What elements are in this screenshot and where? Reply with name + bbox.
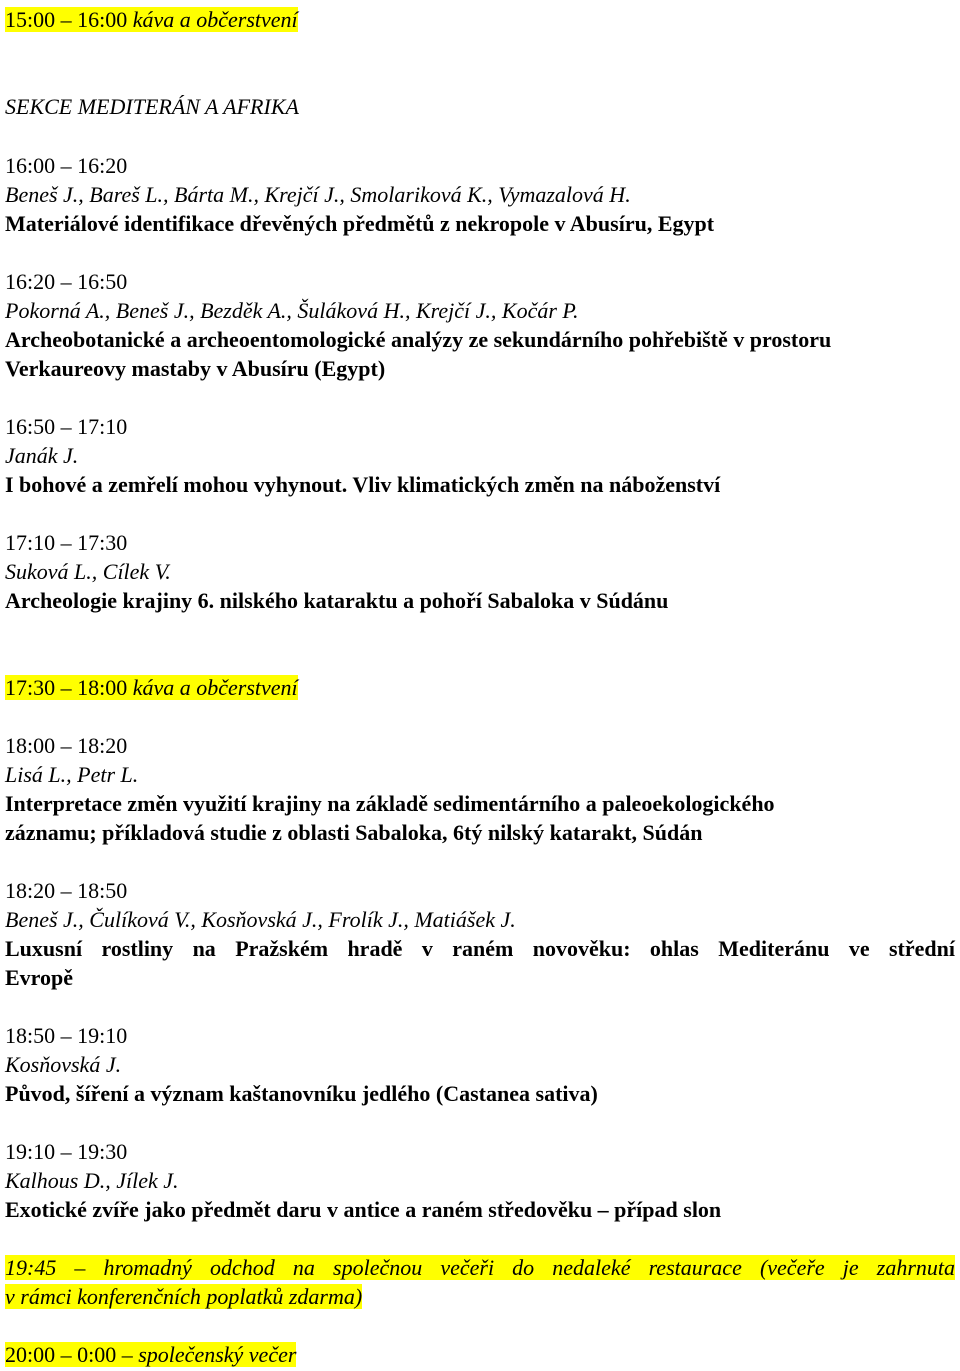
talk-4-title: Archeologie krajiny 6. nilského kataraktu a pohoří Sabaloka v Súdánu xyxy=(5,588,669,613)
talk-8-time: 19:10 – 19:30 xyxy=(5,1139,128,1164)
social-evening-label: společenský večer xyxy=(138,1342,297,1367)
break-coffee-2-label: káva a občerstvení xyxy=(132,675,298,700)
break-coffee-2 xyxy=(5,673,955,702)
social-evening xyxy=(5,1340,955,1369)
talk-8-authors: Kalhous D., Jílek J. xyxy=(5,1168,179,1193)
break-coffee-1 xyxy=(5,5,955,34)
break-coffee-1-highlight xyxy=(5,7,298,32)
dinner-line-2 xyxy=(5,1282,955,1311)
section-title: SEKCE MEDITERÁN A AFRIKA xyxy=(5,94,299,119)
talk-6-time: 18:20 – 18:50 xyxy=(5,878,128,903)
talk-6-title-line-1: Luxusní rostliny na Pražském hradě v raném novověku: ohlas Mediteránu ve střední xyxy=(5,936,955,961)
talk-2-time: 16:20 – 16:50 xyxy=(5,269,128,294)
talk-4-time: 17:10 – 17:30 xyxy=(5,530,128,555)
break-coffee-1-time: 15:00 – 16:00 xyxy=(5,7,128,32)
talk-3-authors: Janák J. xyxy=(5,443,79,468)
talk-3-time: 16:50 – 17:10 xyxy=(5,414,128,439)
social-evening-time: 20:00 – 0:00 – xyxy=(5,1342,139,1367)
dinner-line-1 xyxy=(5,1253,955,1282)
talk-1-authors: Beneš J., Bareš L., Bárta M., Krejčí J., Smolariková K., Vymazalová H. xyxy=(5,182,631,207)
dinner-line-2-text: v rámci konferenčních poplatků zdarma) xyxy=(5,1284,363,1309)
break-coffee-2-time: 17:30 – 18:00 xyxy=(5,675,128,700)
talk-4-authors: Suková L., Cílek V. xyxy=(5,559,171,584)
talk-5-time: 18:00 – 18:20 xyxy=(5,733,128,758)
break-coffee-2-highlight xyxy=(5,675,298,700)
break-coffee-1-label: káva a občerstvení xyxy=(132,7,298,32)
talk-1-time: 16:00 – 16:20 xyxy=(5,153,128,178)
talk-5-title-line-2: záznamu; příkladová studie z oblasti Sabaloka, 6tý nilský katarakt, Súdán xyxy=(5,820,703,845)
talk-7-authors: Kosňovská J. xyxy=(5,1052,122,1077)
social-evening-highlight xyxy=(5,1342,296,1367)
talk-6-authors: Beneš J., Čulíková V., Kosňovská J., Frolík J., Matiášek J. xyxy=(5,907,516,932)
talk-5-title-line-1: Interpretace změn využití krajiny na základě sedimentárního a paleoekologického xyxy=(5,791,775,816)
talk-7-title: Původ, šíření a význam kaštanovníku jedlého (Castanea sativa) xyxy=(5,1081,598,1106)
talk-8-title: Exotické zvíře jako předmět daru v antice a raném středověku – případ slon xyxy=(5,1197,722,1222)
talk-2-title-line-2: Verkaureovy mastaby v Abusíru (Egypt) xyxy=(5,356,386,381)
talk-6-title-line-2: Evropě xyxy=(5,965,74,990)
talk-3-title: I bohové a zemřelí mohou vyhynout. Vliv klimatických změn na náboženství xyxy=(5,472,721,497)
talk-5-authors: Lisá L., Petr L. xyxy=(5,762,139,787)
talk-2-title-line-1: Archeobotanické a archeoentomologické analýzy ze sekundárního pohřebiště v prostoru xyxy=(5,327,832,352)
talk-7-time: 18:50 – 19:10 xyxy=(5,1023,128,1048)
dinner-line-1-text: 19:45 – hromadný odchod na společnou večeři do nedaleké restaurace (večeře je zahrnuta xyxy=(5,1255,955,1280)
talk-2-authors: Pokorná A., Beneš J., Bezděk A., Šuláková H., Krejčí J., Kočár P. xyxy=(5,298,579,323)
talk-1-title: Materiálové identifikace dřevěných předmětů z nekropole v Abusíru, Egypt xyxy=(5,211,715,236)
